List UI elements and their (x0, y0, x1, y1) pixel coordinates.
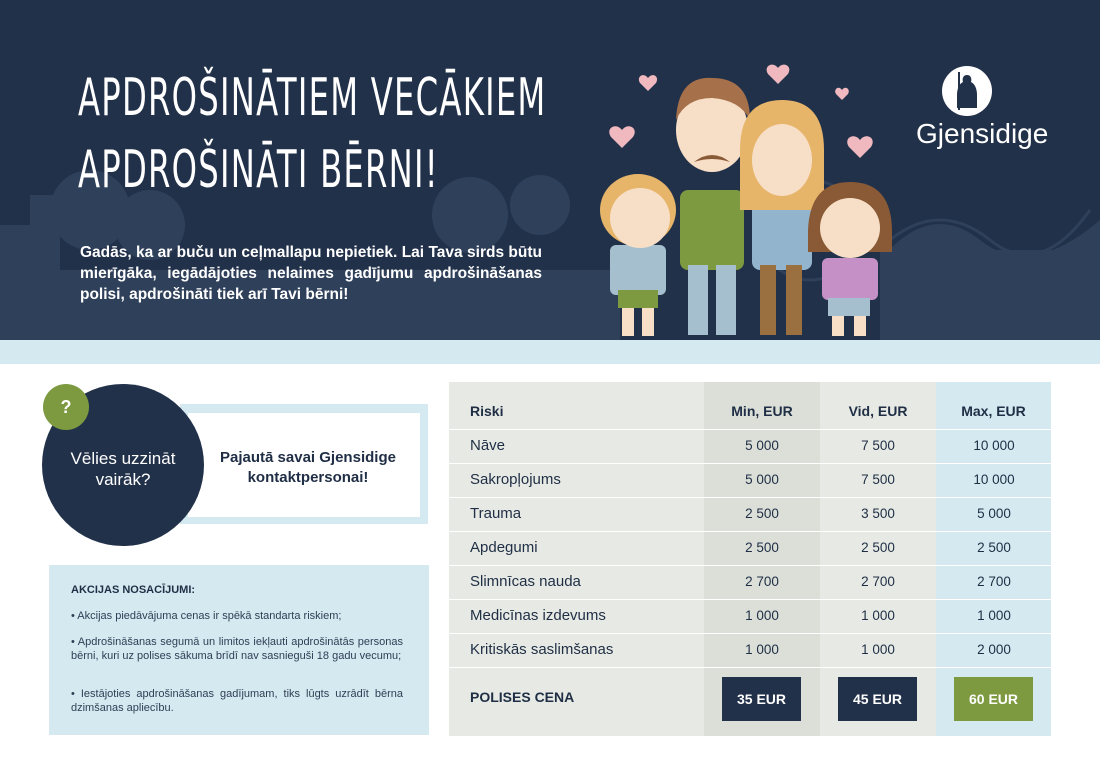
pricing-table (449, 382, 1051, 736)
table-row-divider (449, 667, 1051, 668)
table-row (449, 599, 1051, 633)
value-min: 2 500 (745, 540, 779, 555)
value-max: 2 000 (977, 642, 1011, 657)
value-max: 2 700 (977, 574, 1011, 589)
risk-name: Apdegumi (470, 539, 538, 556)
question-mark-icon: ? (43, 384, 89, 430)
value-max: 1 000 (977, 608, 1011, 623)
question-text: Vēlies uzzināt vairāk? (70, 449, 176, 489)
headline (78, 62, 547, 206)
table-row (449, 531, 1051, 565)
price-min-button[interactable]: 35 EUR (722, 677, 801, 721)
table-row (449, 633, 1051, 667)
condition-item: • Akcijas piedāvājuma cenas ir spēkā standarta riskiem; (71, 610, 342, 622)
headline-line-1: APDROŠINĀTIEM VECĀKIEM (78, 68, 547, 128)
value-vid: 2 700 (861, 574, 895, 589)
value-vid: 7 500 (861, 438, 895, 453)
header-vid: Vid, EUR (848, 403, 908, 419)
value-min: 2 700 (745, 574, 779, 589)
risk-name: Trauma (470, 505, 522, 522)
value-min: 1 000 (745, 642, 779, 657)
value-max: 10 000 (973, 472, 1015, 487)
value-vid: 2 500 (861, 540, 895, 555)
price-vid-button[interactable]: 45 EUR (838, 677, 917, 721)
table-row (449, 497, 1051, 531)
header-risks: Riski (470, 403, 504, 419)
value-max: 10 000 (973, 438, 1015, 453)
value-min: 5 000 (745, 472, 779, 487)
logo-text: Gjensidige (916, 118, 1049, 149)
headline-line-2: APDROŠINĀTI BĒRNI! (78, 140, 439, 200)
risk-name: Nāve (470, 437, 506, 454)
value-min: 1 000 (745, 608, 779, 623)
value-max: 2 500 (977, 540, 1011, 555)
risk-name: Kritiskās saslimšanas (470, 641, 614, 658)
conditions-title: AKCIJAS NOSACĪJUMI: (71, 584, 196, 596)
contact-answer: Pajautā savai Gjensidige kontaktpersonai! (220, 449, 396, 486)
value-vid: 7 500 (861, 472, 895, 487)
divider-stripe (0, 340, 1100, 364)
value-vid: 3 500 (861, 506, 895, 521)
value-max: 5 000 (977, 506, 1011, 521)
condition-item: • Iestājoties apdrošināšanas gadījumam, tiks lūgts uzrādīt bērna dzimšanas apliecību. (71, 688, 403, 714)
risk-name: Sakropļojums (470, 471, 561, 488)
value-vid: 1 000 (861, 642, 895, 657)
table-row (449, 463, 1051, 497)
hero-banner (0, 0, 1100, 340)
price-max-button[interactable]: 60 EUR (954, 677, 1033, 721)
table-row (449, 429, 1051, 463)
intro-text: Gadās, ka ar buču un ceļmallapu nepietiek. Lai Tava sirds būtu mierīgāka, iegādājoties nelaimes gadījumu apdrošināšanas polisi, apdrošināti tiek arī Tavi bērni! (80, 244, 542, 303)
knight-logo-icon (942, 66, 992, 116)
condition-item: • Apdrošināšanas segumā un limitos iekļauti apdrošinātās personas bērni, kuri uz polises sākuma brīdī nav sasnieguši 18 gadu vecumu; (71, 636, 403, 662)
risk-name: Medicīnas izdevums (470, 607, 606, 624)
table-row (449, 565, 1051, 599)
risk-name: Slimnīcas nauda (470, 573, 581, 590)
value-vid: 1 000 (861, 608, 895, 623)
family-illustration (560, 40, 900, 340)
conditions-box (49, 565, 429, 735)
gjensidige-logo (912, 66, 1062, 166)
value-min: 5 000 (745, 438, 779, 453)
header-max: Max, EUR (961, 403, 1026, 419)
policy-price-label: POLISES CENA (470, 689, 575, 705)
value-min: 2 500 (745, 506, 779, 521)
header-min: Min, EUR (731, 403, 793, 419)
